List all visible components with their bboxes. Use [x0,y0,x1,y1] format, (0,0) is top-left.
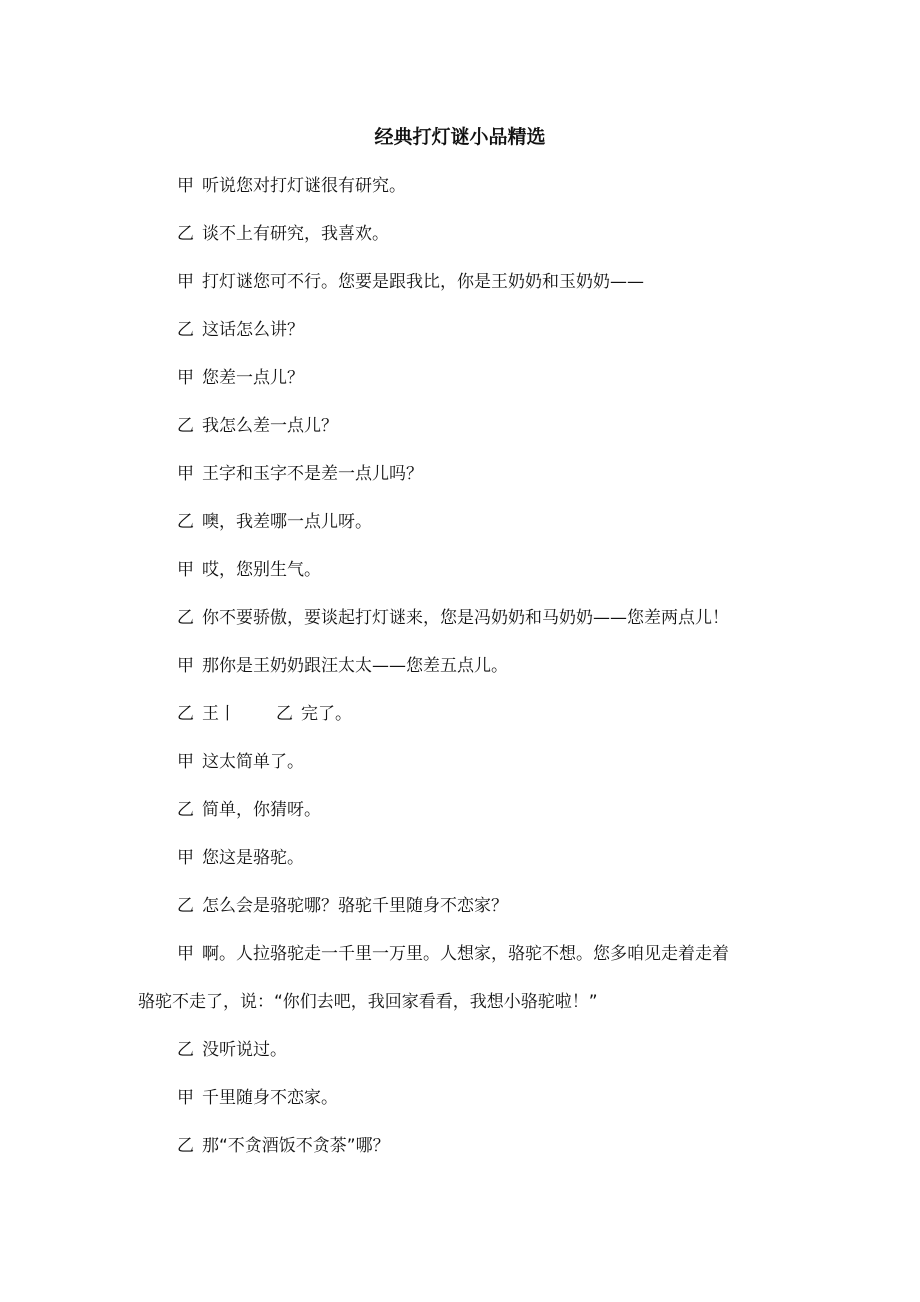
dialogue-line [138,834,818,882]
line-text: 没听说过。 [202,1040,287,1060]
speaker: 甲 [177,464,194,484]
speaker: 乙 [177,224,194,244]
speaker: 甲 [177,176,194,196]
dialogue-line [138,258,818,306]
dialogue-line [138,882,818,930]
line-text: 那“不贪酒饭不贪茶”哪？ [202,1136,390,1156]
dialogue-line [138,306,818,354]
line-text: 王字和玉字不是差一点儿吗？ [202,464,423,484]
speaker: 甲 [177,272,194,292]
dialogue-line [138,498,818,546]
dialogue-line [138,450,818,498]
dialogue-line-continuation: 骆驼不走了，说：“你们去吧，我回家看看，我想小骆驼啦！” [138,992,598,1012]
line-text: 那你是王奶奶跟汪太太——您差五点儿。 [202,656,508,676]
line-text: 这话怎么讲？ [202,320,304,340]
dialogue-line [138,546,818,594]
line-text: 王丨 [202,704,236,724]
line-text: 哎，您别生气。 [202,560,321,580]
speaker: 甲 [177,944,194,964]
speaker: 乙 [177,320,194,340]
dialogue-line [138,162,818,210]
speaker: 甲 [177,848,194,868]
line-text: 千里随身不恋家。 [202,1088,338,1108]
speaker: 乙 [177,416,194,436]
speaker: 乙 [276,704,293,724]
dialogue-line [138,642,818,690]
line-text: 谈不上有研究，我喜欢。 [202,224,389,244]
speaker: 乙 [177,1136,194,1156]
speaker: 乙 [177,1040,194,1060]
dialogue-line [138,354,818,402]
dialogue-line [138,786,818,834]
speaker: 乙 [177,608,194,628]
dialogue-line [138,1026,818,1074]
dialogue-line [138,402,818,450]
dialogue-line [138,738,818,786]
line-text: 简单，你猜呀。 [202,800,321,820]
speaker: 乙 [177,704,194,724]
speaker: 乙 [177,512,194,532]
line-text: 我怎么差一点儿？ [202,416,338,436]
dialogue-line-split [138,690,818,738]
line-text: 打灯谜您可不行。您要是跟我比，你是王奶奶和玉奶奶—— [202,272,644,292]
line-text: 你不要骄傲，要谈起打灯谜来，您是冯奶奶和马奶奶——您差两点儿！ [202,608,729,628]
line-text: 啊。人拉骆驼走一千里一万里。人想家，骆驼不想。您多咱见走着走着 [202,944,729,964]
line-text: 这太简单了。 [202,752,304,772]
line-text: 噢，我差哪一点儿呀。 [202,512,372,532]
dialogue-line [138,594,818,642]
line-text: 完了。 [301,704,352,724]
dialogue-line [138,1122,818,1170]
line-text: 听说您对打灯谜很有研究。 [202,176,406,196]
line-text: 您这是骆驼。 [202,848,304,868]
dialogue-line [138,930,818,978]
line-text: 怎么会是骆驼哪？骆驼千里随身不恋家？ [202,896,508,916]
dialogue-line [138,1074,818,1122]
dialogue-body [138,162,818,1170]
speaker: 甲 [177,656,194,676]
speaker: 乙 [177,800,194,820]
speaker: 甲 [177,752,194,772]
speaker: 甲 [177,368,194,388]
speaker: 甲 [177,1088,194,1108]
speaker: 甲 [177,560,194,580]
dialogue-line [138,210,818,258]
document-title: 经典打灯谜小品精选 [374,126,546,148]
line-text: 您差一点儿？ [202,368,304,388]
speaker: 乙 [177,896,194,916]
